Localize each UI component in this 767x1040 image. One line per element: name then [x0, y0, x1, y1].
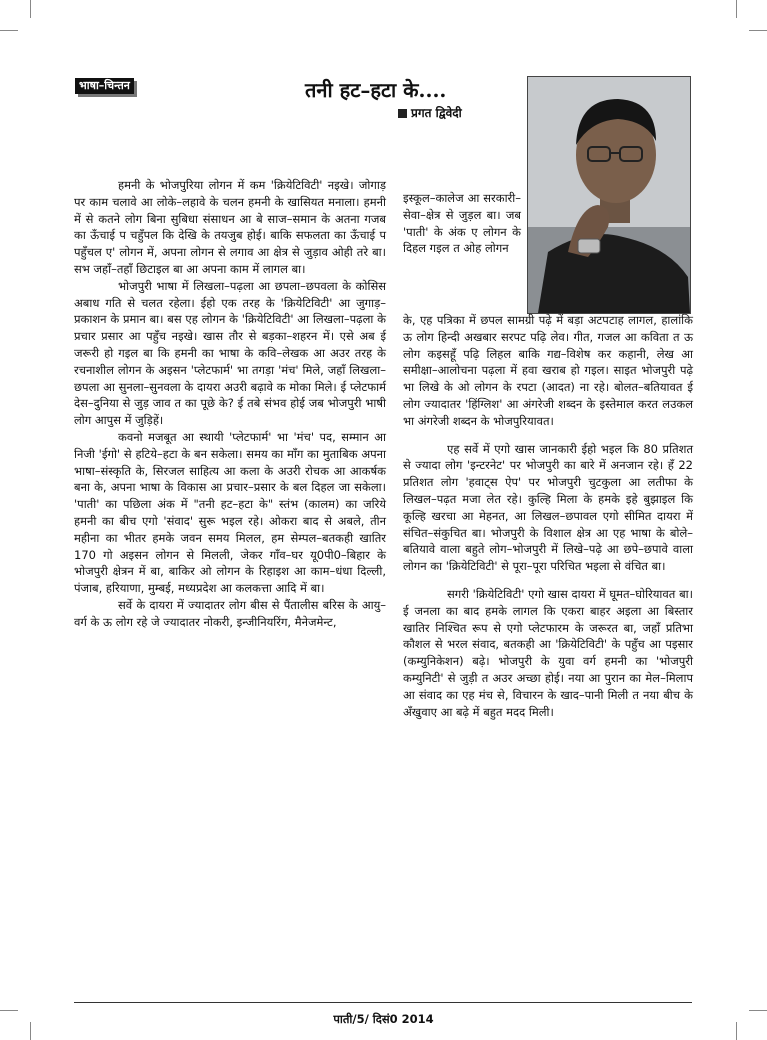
left-column [74, 177, 386, 631]
paragraph: के, एह पत्रिका में छपल सामग्री पढ़े में बड़ा अटपटाह लागल, हालांकि ऊ लोग हिन्दी अखबार सरपट पढ़ि लेव। गीत, गजल आ कविता त ऊ लोग कइसहूँ पढ़ि लिहल बाकि गद्य–विशेष कर कहानी, लेख आ समीक्षा–आलोचना पढ़ला में हवा खराब हो गइल। साइत भोजपुरी पढ़े भा लिखे के ओ लोगन के रपटा (आदत) ना रहे। बोलत–बतियावत ई लोग ज्यादातर 'हिंग्लिश' आ अंगरेजी शब्दन के इस्तेमाल करत लउकल भा अंगरेजी शब्दन के भोजपुरियावत। [403, 313, 693, 428]
paragraph: भोजपुरी भाषा में लिखला–पढ़ला आ छपला–छपवला के कोसिस अबाध गति से चलत रहेला। ईहो एक तरह के 'क्रियेटिविटी' आ जुगाड़–प्रकाशन के प्रमान बा। बस एह लोगन के 'क्रियेटिविटी' आ लिखला–पढ़ला के प्रचार प्रसार आ पहुँच नइखे। खास तौर से बड़का–शहरन में। एसे अब ई जरूरी हो गइल बा कि हमनी का भाषा के कवि–लेखक आ अउर तरह के रचनाशील लोगन के अइसन 'प्लेटफार्म' भा तगड़ा 'मंच' मिले, जहाँ लिखला–छपला आ सुनला–सुनवला के दायरा अउरी बढ़ावे क मोका मिले। ई प्लेटफार्म देस–दुनिया से जुड़ जाव त का पूछे के? ई तबे संभव होई जब भोजपुरी भाषी लोग आपुस में जुड़िहें। [74, 278, 386, 428]
paragraph: इस्कूल–कालेज आ सरकारी–सेवा–क्षेत्र से जुड़ल बा। जब 'पाती' के अंक ए लोगन के दिहल गइल त ओह लोगन [403, 191, 521, 256]
paragraph: कवनो मजबूत आ स्थायी 'प्लेटफार्म' भा 'मंच' पद, सम्मान आ निजी 'ईगो' से हटिये–हटा के बन सकेला। समय का माँग का मुताबिक अपना भाषा–संस्कृति के, सिरजल साहित्य आ कला के अउरी रोचक आ आकर्षक बना के, अपना भाषा के विकास आ प्रचार–प्रसार के बल दिहल जा सकेला। 'पाती' का पछिला अंक में "तनी हट–हटा के" स्तंभ (कालम) का जरिये हमनी का बीच एगो 'संवाद' सुरू भइल रहे। ओकरा बाद से अबले, तीन महीना का भीतर हमके जवन समय मिलल, हम सेम्पल–बतकही खातिर 170 गो अइसन लोगन से मिलली, जेकर गाँव–घर यू0पी0–बिहार के भोजपुरी क्षेत्रन में बा, बाकिर ओ लोगन के रिहाइश आ काम–धंधा दिल्ली, पंजाब, हरियाणा, मुम्बई, मध्यप्रदेश आ कलकत्ता आदि में बा। [74, 429, 386, 596]
page-footer: पाती/5/ दिसं0 2014 [333, 1012, 434, 1026]
crop-mark [749, 1010, 767, 1011]
paragraph: एह सर्वे में एगो खास जानकारी ईहो भइल कि 80 प्रतिशत से ज्यादा लोग 'इन्टरनेट' पर भोजपुरी का बारे में अनजान रहे। हँ 22 प्रतिशत लोग 'हवाट्स ऐप' पर भोजपुरी चुटकुला आ लतीफा के लिखल–पढ़त मजा लेत रहे। कुल्हि मिला के हमके इहे बुझाइल कि कूल्हि खरचा आ मेहनत, आ लिखल–छपावल एगो सीमित दायरा में संचित–संकुचित बा। भोजपुरी के विशाल क्षेत्र आ एह भाषा के बोले–बतियावे वाला बहुते लोग–भोजपुरी में लिखे–पढ़े आ छपे–छपावे वाला लोगन का 'क्रियेटिविटी' से पूरा–पूरा परिचित भइला से वंचित बा। [403, 441, 693, 574]
section-tag: भाषा–चिन्तन [75, 78, 134, 94]
footer-rule [74, 1002, 692, 1003]
author-portrait-icon [528, 77, 690, 313]
crop-mark [736, 0, 737, 18]
paragraph: हमनी के भोजपुरिया लोगन में कम 'क्रियेटिविटी' नइखे। जोगाड़ पर काम चलावे आ लोके–लहावे के चलन हमनी के खासियत मनाला। हमनी में से कतने लोग बिना सुबिधा संसाधन आ बे साज–समान के अतना गजब का ऊँचाई प चहुँपल कि देखि के तयजुब होई। बाकि सफलता का ऊँचाई प पहुँचल ए' लोगन में, अपना लोगन से लगाव आ क्षेत्र से जुड़ाव ओही तरे बा। सभ जहाँ–तहाँ छिटाइल बा आ अपना काम में लागल बा। [74, 178, 386, 276]
crop-mark [0, 1010, 18, 1011]
paragraph: सगरी 'क्रियेटिविटी' एगो खास दायरा में घूमत–घोरियावत बा। ई जनला का बाद हमके लागल कि एकरा बाहर अइला आ बिस्तार खातिर निश्चित रूप से एगो प्लेटफारम के जरूरत बा, जहाँ प्रतिभा कौशल से भरल संवाद, बतकही आ 'क्रियेटिविटी' के पहुँच आ पइसार (कम्युनिकेशन) बढ़े। भोजपुरी के युवा वर्ग हमनी का 'भोजपुरी कम्युनिटी' से जुड़ी त अउर अच्छा होई। नया आ पुरान का मेल–मिलाप आ संवाद का एह मंच से, विचारन के खाद–पानी मिली त नया बीच के अँखुवाए आ बढ़े में बहुत मदद मिली। [403, 586, 693, 719]
paragraph: सर्वे के दायरा में ज्यादातर लोग बीस से पैंतालीस बरिस के आयु–वर्ग के ऊ लोग रहे जे ज्यादातर नोकरी, इन्जीनियरिंग, मैनेजमेन्ट, [74, 597, 386, 629]
author-photo [527, 76, 691, 314]
author-name: प्रगत द्विवेदी [411, 106, 462, 120]
crop-mark [749, 30, 767, 31]
crop-mark [0, 30, 18, 31]
square-bullet-icon [398, 109, 407, 118]
right-column-wrap [403, 190, 521, 257]
crop-mark [30, 0, 31, 18]
right-column [403, 312, 693, 720]
article-title: तनी हट–हटा के.... [305, 78, 447, 102]
author-byline [398, 104, 462, 121]
